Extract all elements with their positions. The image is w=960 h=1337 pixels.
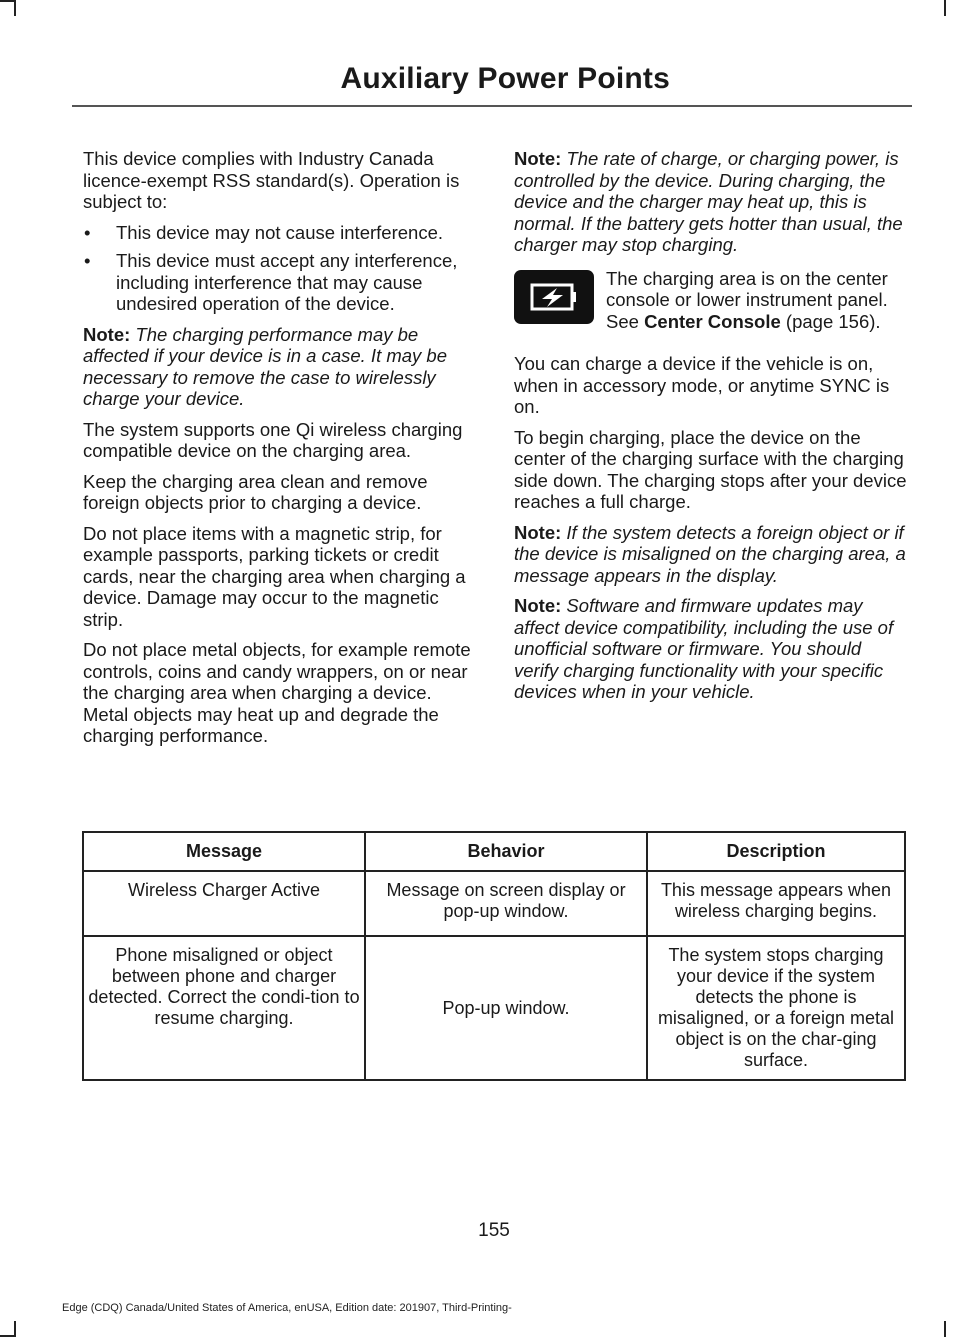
note-text: If the system detects a foreign object or if the device is misaligned on the charging area, a message appears in the display. — [514, 521, 906, 586]
left-column — [83, 148, 475, 756]
list-item: • This device may not cause interference. — [83, 222, 475, 244]
behavior-cell: Pop-up window. — [365, 936, 647, 1080]
page-title: Auxiliary Power Points — [340, 62, 670, 95]
right-column — [514, 148, 908, 712]
table-row — [83, 936, 905, 1080]
note-label: Note: — [514, 521, 562, 543]
paragraph: Keep the charging area clean and remove foreign objects prior to charging a device. — [83, 470, 428, 513]
note-label: Note: — [83, 323, 131, 345]
note-charge-rate — [514, 148, 908, 256]
column-header-description: Description — [647, 832, 905, 871]
paragraph: You can charge a device if the vehicle is on, when in accessory mode, or anytime SYNC is on. — [514, 353, 890, 417]
note-label: Note: — [514, 595, 562, 616]
note-firmware — [514, 595, 908, 703]
paragraph: The system supports one Qi wireless charging compatible device on the charging area. — [83, 418, 463, 461]
crop-mark — [0, 0, 14, 2]
crop-mark — [14, 1321, 16, 1337]
footer-edition: Edge (CDQ) Canada/United States of America, enUSA, Edition date: 201907, Third-Printing- — [62, 1302, 512, 1314]
note-text: Software and firmware updates may affect device compatibility, including the use of unofficial software or firmware. You should verify charging functionality with your specific devices when in your vehicle. — [514, 595, 894, 702]
note-label: Note: — [514, 148, 562, 169]
message-table — [82, 831, 906, 1081]
message-cell: Phone misaligned or object between phone and charger detected. Correct the condi-tion to resume charging. — [83, 936, 365, 1080]
table-row — [83, 871, 905, 936]
description-cell: The system stops charging your device if the system detects the phone is misaligned, or a foreign metal object is on the char-ging surface. — [647, 936, 905, 1080]
paragraph: Do not place metal objects, for example remote controls, coins and candy wrappers, on or near the charging area when charging a device. Metal objects may heat up and degrade the charging performance. — [83, 639, 471, 746]
crop-mark — [944, 0, 946, 16]
header-divider — [72, 105, 912, 107]
paragraph: Do not place items with a magnetic strip, for example passports, parking tickets or credit cards, near the charging area when charging a device. Damage may occur to the magnetic strip. — [83, 522, 466, 630]
intro-paragraph: This device complies with Industry Canada licence-exempt RSS standard(s). Operation is subject to: — [83, 148, 460, 212]
column-header-message: Message — [83, 832, 365, 871]
message-cell: Wireless Charger Active — [83, 871, 365, 936]
note-text: The charging performance may be affected if your device is in a case. It may be necessary to remove the case to wirelessly charge your device. — [83, 323, 448, 409]
description-cell: This message appears when wireless charging begins. — [647, 871, 905, 936]
crop-mark — [14, 0, 16, 16]
center-console-link[interactable]: Center Console — [644, 310, 781, 332]
crop-mark — [944, 1321, 946, 1337]
condition-list — [83, 222, 475, 315]
note-text: The rate of charge, or charging power, is controlled by the device. During charging, the device and the charger may heat up, this is normal. If the battery gets hotter than usual, the charger may stop charging. — [514, 148, 903, 255]
list-item: • This device must accept any interference, including interference that may cause undesired operation of the device. — [83, 250, 475, 315]
behavior-cell: Message on screen display or pop-up window. — [365, 871, 647, 936]
charging-area-block — [514, 268, 908, 342]
table-header-row — [83, 832, 905, 871]
page-reference: (page 156). — [780, 310, 881, 332]
column-header-behavior: Behavior — [365, 832, 647, 871]
note-case — [83, 324, 475, 410]
page-number: 155 — [478, 1220, 510, 1241]
paragraph: To begin charging, place the device on the center of the charging surface with the charging side down. The charging stops after your device reaches a full charge. — [514, 426, 907, 512]
note-foreign-object — [514, 522, 908, 587]
paragraph-text: The charging area is on the center console or lower instrument panel. See — [606, 267, 888, 332]
wireless-charging-icon — [514, 270, 594, 324]
